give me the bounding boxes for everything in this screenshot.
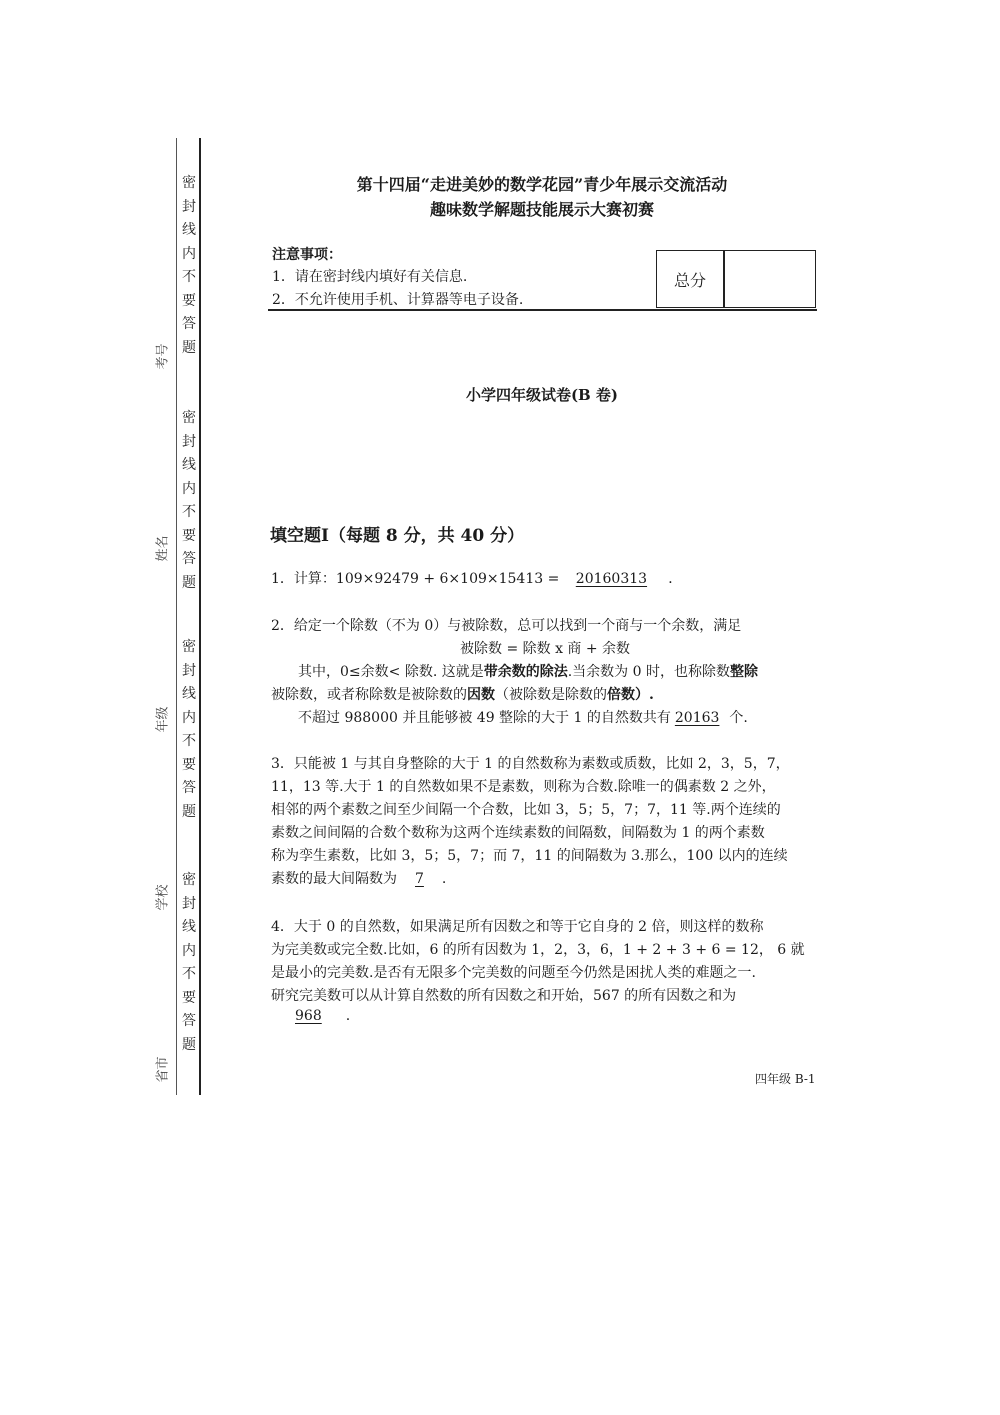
notice-item-1: 1．请在密封线内填好有关信息. (272, 269, 468, 285)
q4-line-2: 为完美数或完全数.比如，6 的所有因数为 1，2，3，6，1 + 2 + 3 + 6 = 12， 6 就 (271, 942, 805, 958)
notice-item-2: 2．不允许使用手机、计算器等电子设备. (272, 292, 524, 308)
page-footer: 四年级 B-1 (755, 1072, 816, 1086)
q4-line-1: 4．大于 0 的自然数，如果满足所有因数之和等于它自身的 2 倍，则这样的数称 (271, 919, 764, 935)
q3-line-2: 11，13 等.大于 1 的自然数如果不是素数，则称为合数.除唯一的偶素数 2 之外， (271, 779, 776, 795)
seal-label-province-city: 省市 (155, 1056, 171, 1083)
q4-line-4: 研究完美数可以从计算自然数的所有因数之和开始，567 的所有因数之和为 (271, 988, 737, 1004)
q2-text: 个. (729, 710, 748, 726)
q2-text: 不超过 988000 并且能够被 49 整除的大于 1 的自然数共有 (298, 710, 671, 726)
seal-thin-line (176, 138, 177, 1095)
seal-column-text: 密封线内不要答题 (182, 410, 196, 591)
q2-text: .当余数为 0 时，也称除数 (567, 664, 730, 680)
q2-formula: 被除数 = 除数 x 商 + 余数 (460, 641, 631, 657)
q3-text: . (441, 871, 447, 887)
seal-column-text: 密封线内不要答题 (182, 639, 196, 820)
q3-text: 素数的最大间隔数为 (271, 871, 397, 887)
q2-line-4 (271, 684, 654, 704)
seal-line (199, 138, 201, 1095)
seal-label-grade: 年级 (155, 706, 171, 733)
q1-answer: 20160313 (575, 571, 648, 587)
q2-line-1: 2．给定一个除数（不为 0）与被除数，总可以找到一个商与一个余数，满足 (271, 618, 742, 634)
q3-line-5: 称为孪生素数，比如 3，5；5，7；而 7，11 的间隔数为 3.那么，100 以内的连续 (271, 848, 788, 864)
q3-line-1: 3．只能被 1 与其自身整除的大于 1 的自然数称为素数或质数，比如 2，3，5，7， (271, 756, 790, 772)
header-rule (268, 309, 817, 311)
q3-answer: 7 (415, 871, 424, 887)
question-1 (271, 568, 682, 588)
q2-term-division-with-remainder: 带余数的除法 (483, 664, 568, 680)
q3-line-4: 素数之间间隔的合数个数称为这两个连续素数的间隔数，间隔数为 1 的两个素数 (271, 825, 765, 841)
score-divider (723, 251, 725, 307)
q1-text: 1．计算：109×92479 + 6×109×15413 = (271, 571, 560, 587)
score-label: 总分 (673, 270, 706, 290)
notice-heading: 注意事项： (272, 247, 342, 263)
seal-column-text: 密封线内不要答题 (182, 175, 196, 356)
q2-answer: 20163 (674, 710, 720, 726)
seal-label-name: 姓名 (155, 535, 171, 562)
q2-text: ）. (635, 687, 654, 703)
q3-line-6 (271, 868, 446, 888)
title-line-1: 第十四届“走进美妙的数学花园”青少年展示交流活动 (356, 175, 728, 194)
q3-line-3: 相邻的两个素数之间至少间隔一个合数，比如 3，5；5，7；7，11 等.两个连续的 (271, 802, 781, 818)
q2-text: 其中，0≤余数< 除数. 这就是 (298, 664, 484, 680)
q2-term-divides: 整除 (729, 664, 758, 680)
q4-line-5 (271, 1008, 350, 1024)
q2-text: （被除数是除数的 (495, 687, 607, 703)
seal-label-exam-number: 考号 (155, 343, 171, 370)
score-box (656, 250, 816, 308)
q2-text: 被除数，或者称除数是被除数的 (271, 687, 467, 703)
title-line-2: 趣味数学解题技能展示大赛初赛 (429, 200, 654, 219)
q4-text: . (345, 1008, 351, 1024)
seal-label-school: 学校 (155, 884, 171, 911)
section-heading: 填空题Ⅰ（每题 8 分，共 40 分） (270, 526, 525, 546)
q2-term-multiple: 倍数 (607, 687, 635, 703)
q1-suffix: ． (668, 571, 683, 587)
q2-line-5 (298, 707, 748, 727)
q2-line-3 (298, 661, 758, 681)
paper-title: 小学四年级试卷(B 卷) (465, 386, 619, 404)
q4-line-3: 是最小的完美数.是否有无限多个完美数的问题至今仍然是困扰人类的难题之一. (271, 965, 756, 981)
q4-answer: 968 (295, 1008, 322, 1024)
seal-column-text: 密封线内不要答题 (182, 872, 196, 1053)
q2-term-factor: 因数 (467, 687, 495, 703)
